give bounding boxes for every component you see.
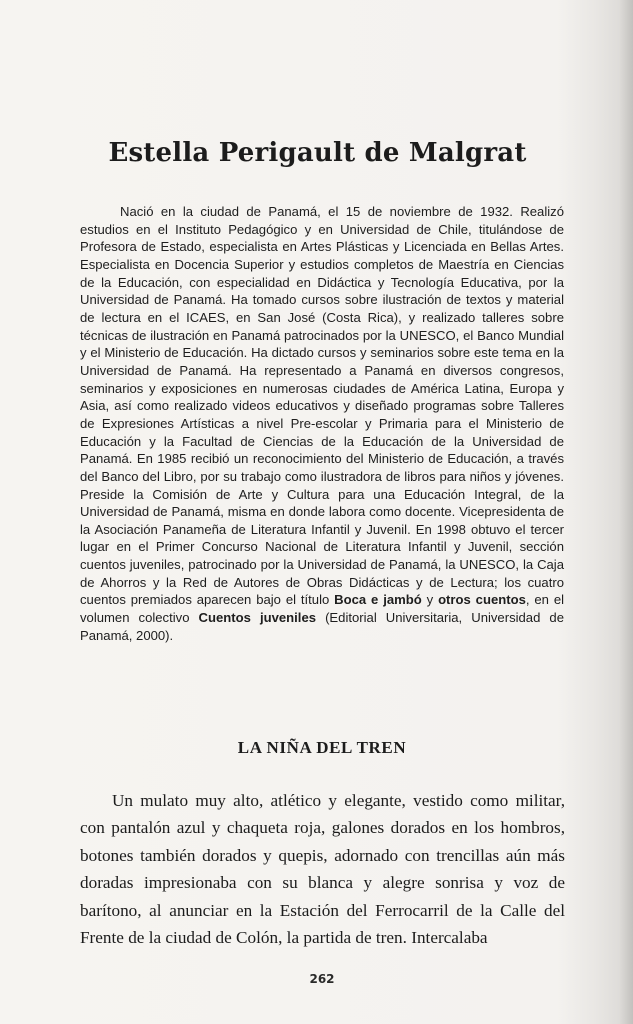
- bio-text-3: , en el volumen colectivo: [80, 592, 565, 626]
- page-gutter-shadow: [619, 0, 633, 1024]
- bio-bold-title-2: otros cuentos: [438, 592, 526, 608]
- bio-bold-title-1: Boca e jambó: [334, 592, 422, 608]
- story-title: LA NIÑA DEL TREN: [237, 738, 407, 757]
- bio-text-4: (Editorial Universitaria, Universidad de Panamá, 2000).: [80, 610, 564, 643]
- story-paragraph: Un mulato muy alto, atlético y elegante, vestido como militar, con pantalón azul y chaqueta roja, galones dorados en los hombros, botones también dorados y quepis, adornado con trencillas aún más doradas impresionaba con su blanca y alegre sonrisa y voz de barítono, al anunciar en la Estación del Ferrocarril de la Calle del Frente de la ciudad de Colón, la partida de tren. Intercalaba: [80, 791, 565, 948]
- page-number: 262: [309, 972, 335, 986]
- author-biography: [80, 203, 564, 644]
- author-heading: Estella Perigault de Malgrat: [108, 138, 527, 168]
- bio-text-1: Nació en la ciudad de Panamá, el 15 de noviembre de 1932. Realizó estudios en el Instituto Pedagógico y en Universidad de Chile, titulándose de Profesora de Estado, especialista en Artes Plásticas y Licenciada en Bellas Artes. Especialista en Docencia Superior y estudios completos de Maestría en Ciencias de la Educación, con especialidad en Didáctica y Tecnología Educativa, por la Universidad de Panamá. Ha tomado cursos sobre ilustración de textos y material de lectura en el ICAES, en San José (Costa Rica), y realizado talleres sobre técnicas de ilustración en Panamá patrocinados por la UNESCO, el Banco Mundial y el Ministerio de Educación. Ha dictado cursos y seminarios sobre este tema en la Universidad de Panamá. Ha representado a Panamá en diversos congresos, seminarios y exposiciones en numerosas ciudades de América Latina, Europa y Asia, así como realizado videos educativos y diseñado programas sobre Talleres de Expresiones Artísticas a nivel Pre-escolar y Primaria para el Ministerio de Educación y la Facultad de Ciencias de la Educación de la Universidad de Panamá. En 1985 recibió un reconocimiento del Ministerio de Educación, a través del Banco del Libro, por su trabajo como ilustradora de libros para niños y jóvenes. Preside la Comisión de Arte y Cultura para una Educación Integral, de la Universidad de Panamá, misma en donde labora como docente. Vicepresidenta de la Asociación Panameña de Literatura Infantil y Juvenil. En 1998 obtuvo el tercer lugar en el Primer Concurso Nacional de Literatura Infantil y Juvenil, sección cuentos juveniles, patrocinado por la Universidad de Panamá, la UNESCO, la Caja de Ahorros y la Red de Autores de Obras Didácticas y de Lectura; los cuatro cuentos premiados aparecen bajo el título: [80, 204, 564, 608]
- bio-bold-title-3: Cuentos juveniles: [198, 610, 317, 626]
- bio-text-2: y: [421, 592, 439, 608]
